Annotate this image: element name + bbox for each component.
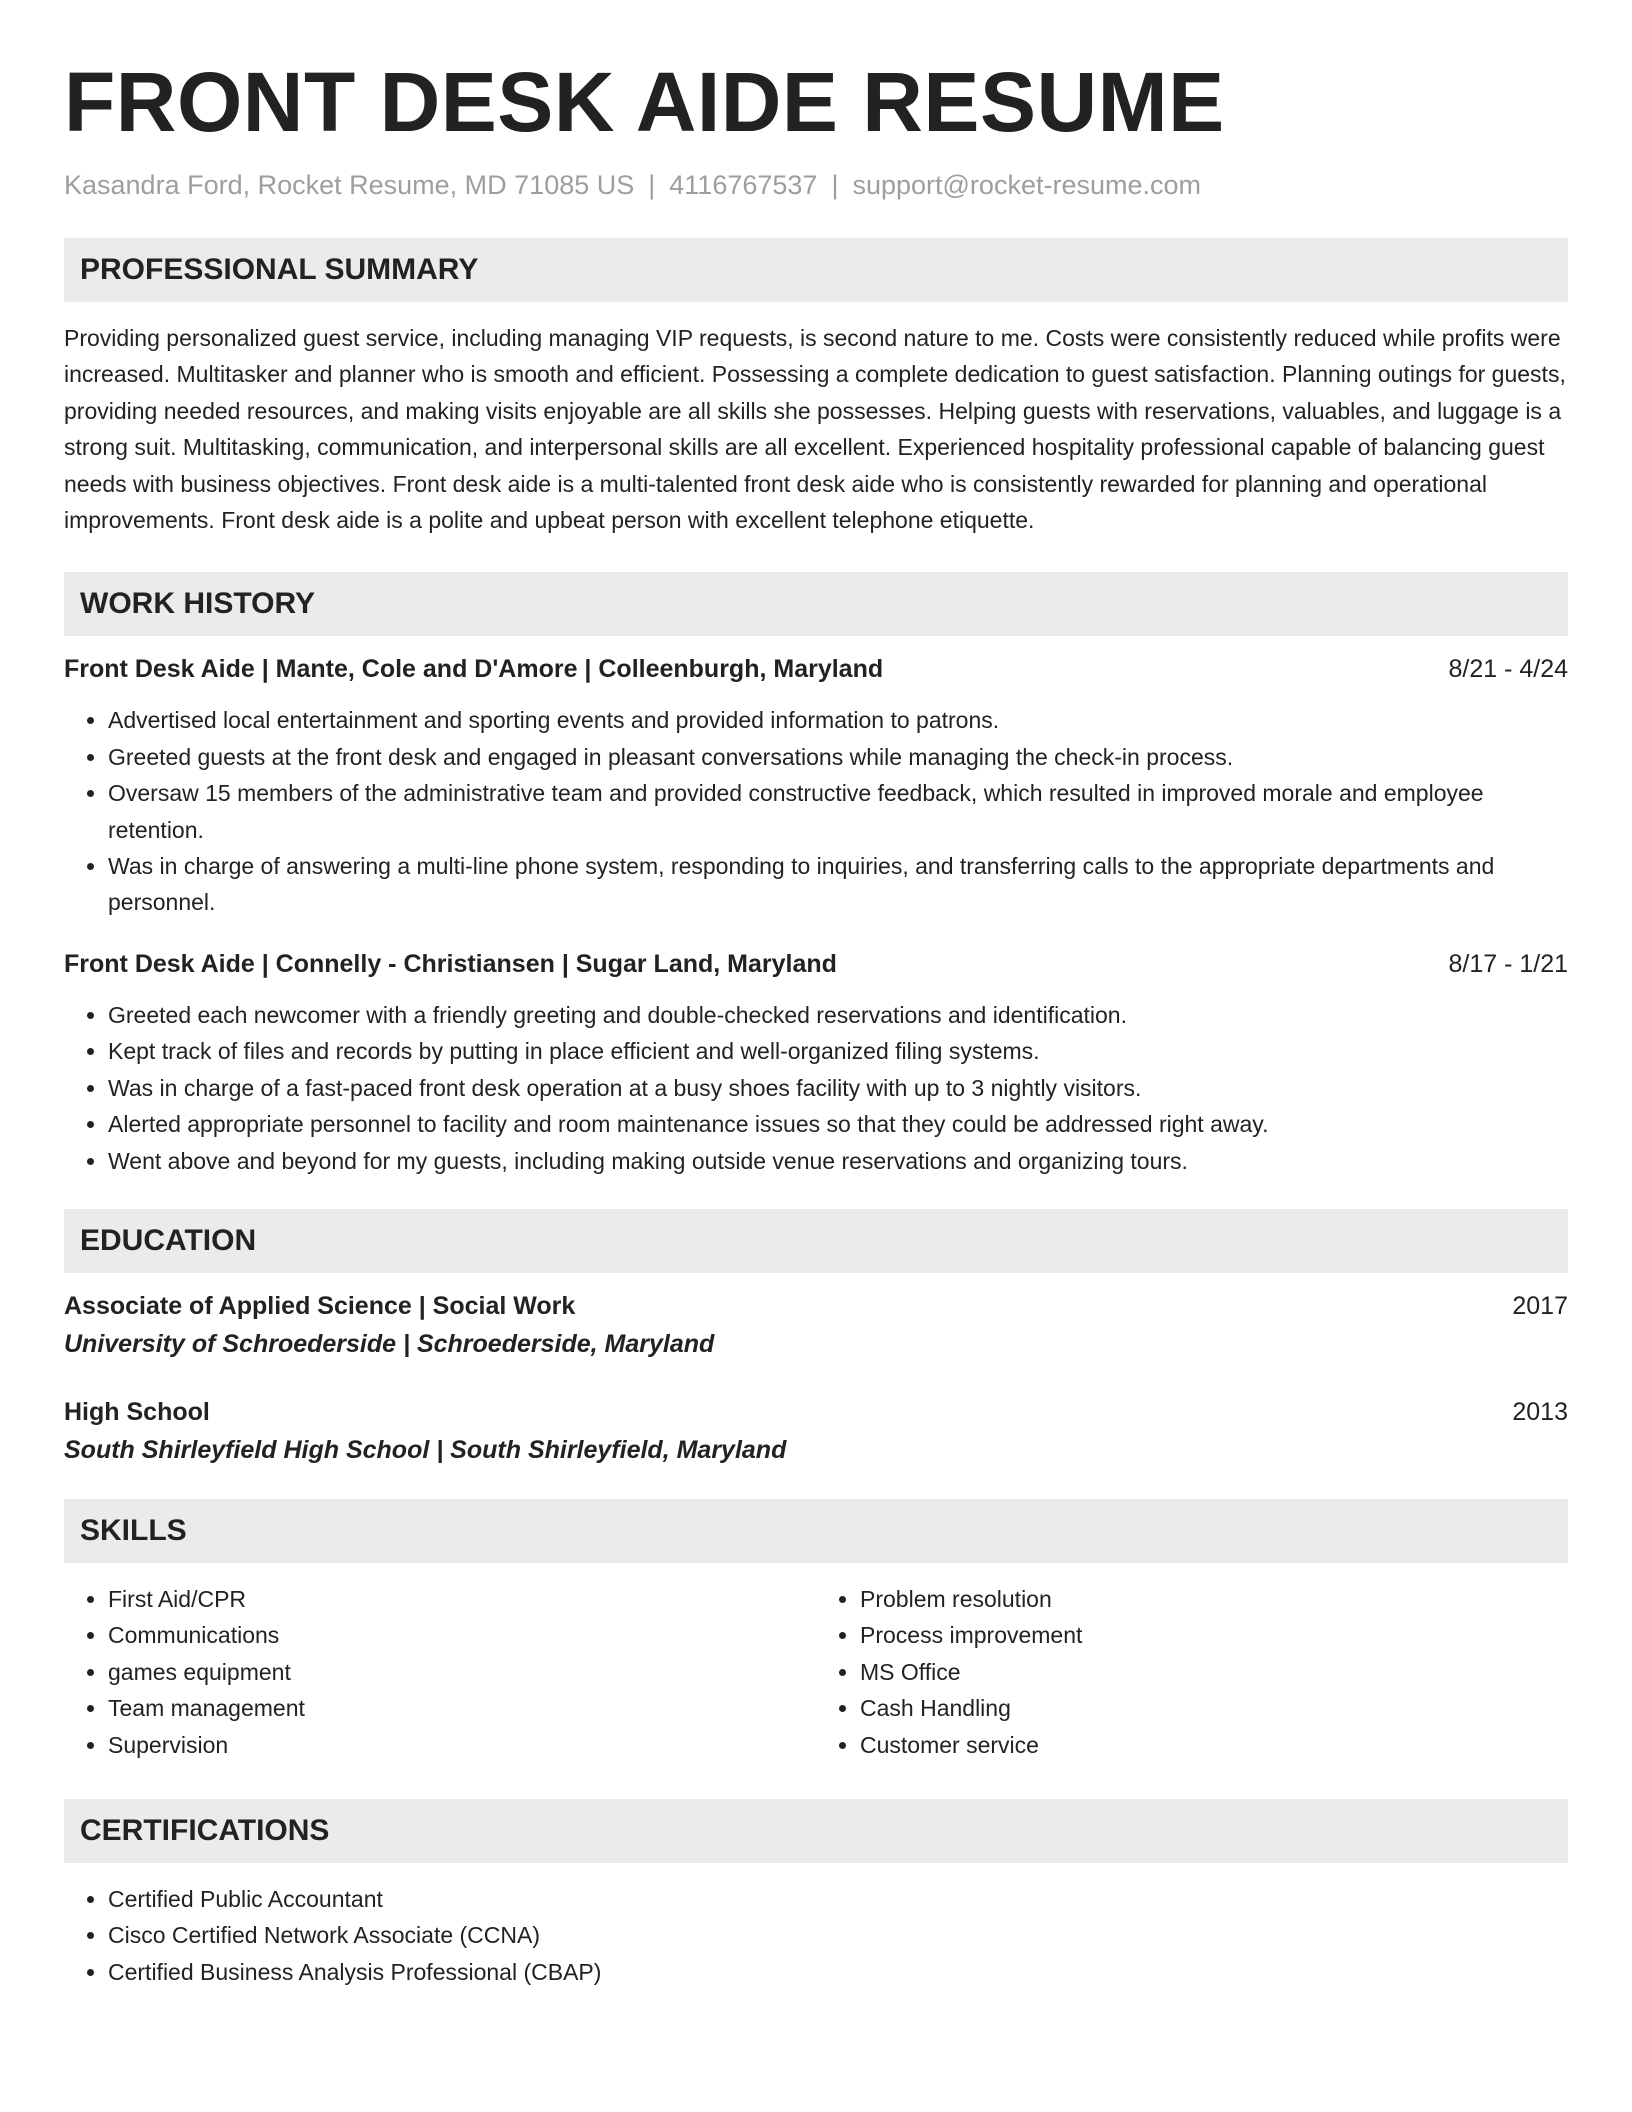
list-item: • Greeted each newcomer with a friendly greeting and double-checked reservations and identification. (108, 997, 1568, 1033)
degree: Associate of Applied Science | Social Work (64, 1291, 576, 1320)
skill-item: • Supervision (108, 1727, 816, 1763)
job-dates: 8/17 - 1/21 (1448, 949, 1568, 978)
skill-item: • Customer service (860, 1727, 1568, 1763)
contact-phone: 4116767537 (669, 170, 818, 200)
job-entry (64, 652, 1568, 920)
certifications-heading: CERTIFICATIONS (64, 1799, 1568, 1863)
contact-address: Kasandra Ford, Rocket Resume, MD 71085 US (64, 170, 635, 200)
education-year: 2013 (1512, 1397, 1568, 1426)
education-header (64, 1395, 1568, 1429)
list-item: • Was in charge of a fast-paced front desk operation at a busy shoes facility with up to 3 nightly visitors. (108, 1070, 1568, 1106)
skills-column-right (816, 1581, 1568, 1763)
education-heading: EDUCATION (64, 1209, 1568, 1273)
skill-item: • Problem resolution (860, 1581, 1568, 1617)
contact-line (64, 168, 1568, 202)
education-entry (64, 1289, 1568, 1361)
school: University of Schroederside | Schroederside, Maryland (64, 1329, 715, 1358)
summary-text: Providing personalized guest service, including managing VIP requests, is second nature to me. Costs were consistently reduced while profits were increased. Multitasker and planner who is smooth and efficient. Possessing a complete dedication to guest satisfaction. Planning outings for guests, providing needed resources, and making visits enjoyable are all skills she possesses. Helping guests with reservations, valuables, and luggage is a strong suit. Multitasking, communication, and interpersonal skills are all excellent. Experienced hospitality professional capable of balancing guest needs with business objectives. Front desk aide is a multi-talented front desk aide who is consistently rewarded for planning and operational improvements. Front desk aide is a polite and upbeat person with excellent telephone etiquette. (64, 325, 1566, 534)
skill-item: • First Aid/CPR (108, 1581, 816, 1617)
job-title: Front Desk Aide | Mante, Cole and D'Amore | Colleenburgh, Maryland (64, 655, 884, 684)
list-item: • Greeted guests at the front desk and engaged in pleasant conversations while managing the check-in process. (108, 739, 1568, 775)
skills-column-left (64, 1581, 816, 1763)
work-history-heading: WORK HISTORY (64, 572, 1568, 636)
job-bullets (64, 997, 1568, 1179)
list-item: • Advertised local entertainment and sporting events and provided information to patrons. (108, 702, 1568, 738)
job-title: Front Desk Aide | Connelly - Christiansen | Sugar Land, Maryland (64, 949, 837, 978)
contact-separator: | (648, 170, 656, 200)
skill-item: • games equipment (108, 1654, 816, 1690)
certification-item: • Cisco Certified Network Associate (CCNA) (108, 1917, 1568, 1953)
skills-grid (64, 1581, 1568, 1763)
resume-title: FRONT DESK AIDE RESUME (64, 55, 1225, 149)
contact-email: support@rocket-resume.com (852, 170, 1201, 200)
job-header (64, 947, 1568, 981)
skill-item: • Team management (108, 1690, 816, 1726)
education-header (64, 1289, 1568, 1323)
list-item: • Was in charge of answering a multi-line phone system, responding to inquiries, and transferring calls to the appropriate departments and personnel. (108, 848, 1568, 921)
list-item: • Kept track of files and records by putting in place efficient and well-organized filing systems. (108, 1033, 1568, 1069)
job-bullets (64, 702, 1568, 920)
skill-item: • Cash Handling (860, 1690, 1568, 1726)
skill-item: • Communications (108, 1617, 816, 1653)
certifications-list (64, 1881, 1568, 1990)
summary-heading: PROFESSIONAL SUMMARY (64, 238, 1568, 302)
job-dates: 8/21 - 4/24 (1448, 655, 1568, 684)
skill-item: • Process improvement (860, 1617, 1568, 1653)
degree: High School (64, 1397, 210, 1426)
contact-separator: | (831, 170, 839, 200)
education-year: 2017 (1512, 1291, 1568, 1320)
list-item: • Alerted appropriate personnel to facility and room maintenance issues so that they could be addressed right away. (108, 1106, 1568, 1142)
skill-item: • MS Office (860, 1654, 1568, 1690)
job-entry (64, 947, 1568, 1179)
list-item: • Oversaw 15 members of the administrative team and provided constructive feedback, which resulted in improved morale and employee retention. (108, 775, 1568, 848)
certification-item: • Certified Business Analysis Professional (CBAP) (108, 1954, 1568, 1990)
certification-item: • Certified Public Accountant (108, 1881, 1568, 1917)
education-entry (64, 1395, 1568, 1467)
school: South Shirleyfield High School | South Shirleyfield, Maryland (64, 1435, 787, 1464)
job-header (64, 652, 1568, 686)
skills-heading: SKILLS (64, 1499, 1568, 1563)
list-item: • Went above and beyond for my guests, including making outside venue reservations and organizing tours. (108, 1143, 1568, 1179)
